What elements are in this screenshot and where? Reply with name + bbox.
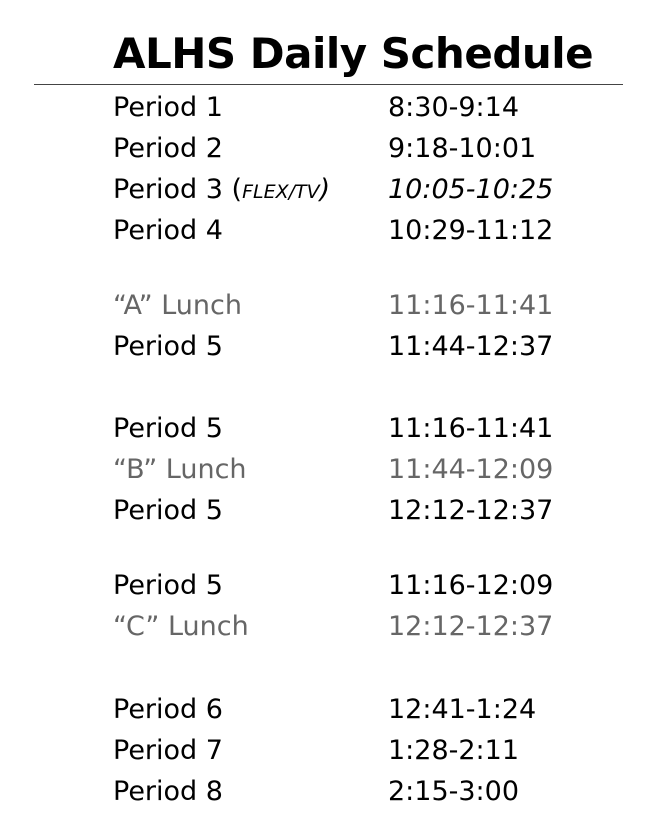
period-label-text: Period 3 ( — [113, 174, 243, 205]
period-label: Period 2 — [113, 133, 223, 164]
lunch-label: “C” Lunch — [113, 611, 249, 642]
period-label: Period 5 — [113, 331, 223, 362]
period-label: Period 4 — [113, 215, 223, 246]
period-label: Period 5 — [113, 570, 223, 601]
schedule-row-period-3 — [113, 169, 633, 210]
period-time: 12:41-1:24 — [388, 694, 537, 725]
period-time: 11:16-12:09 — [388, 570, 554, 601]
schedule-row-a-lunch — [113, 285, 633, 326]
lunch-time: 11:16-11:41 — [388, 290, 554, 321]
period-time: 10:29-11:12 — [388, 215, 554, 246]
schedule-row-period-4 — [113, 210, 633, 251]
flex-tv-note: FLEX/TV — [242, 181, 320, 203]
schedule-row-b-lunch — [113, 449, 633, 490]
period-label: Period 6 — [113, 694, 223, 725]
lunch-label: “A” Lunch — [113, 290, 242, 321]
period-time: 12:12-12:37 — [388, 495, 554, 526]
schedule-row-period-8 — [113, 771, 633, 812]
period-label: Period 1 — [113, 92, 223, 123]
period-time: 11:44-12:37 — [388, 331, 554, 362]
period-label: Period 8 — [113, 776, 223, 807]
schedule-row-period-5-b2 — [113, 490, 633, 531]
period-label: Period 5 — [113, 413, 223, 444]
period-time: 10:05-10:25 — [388, 174, 554, 205]
schedule-row-period-5-a — [113, 326, 633, 367]
period-time: 1:28-2:11 — [388, 735, 520, 766]
schedule-row-period-5-b1 — [113, 408, 633, 449]
period-label: Period 7 — [113, 735, 223, 766]
lunch-label: “B” Lunch — [113, 454, 247, 485]
schedule-row-period-7 — [113, 730, 633, 771]
period-label — [113, 169, 330, 213]
period-time: 11:16-11:41 — [388, 413, 554, 444]
period-time: 2:15-3:00 — [388, 776, 520, 807]
lunch-time: 12:12-12:37 — [388, 611, 554, 642]
schedule-row-c-lunch — [113, 606, 633, 647]
schedule-row-period-2 — [113, 128, 633, 169]
period-label-close: ) — [319, 174, 331, 205]
title-divider — [34, 84, 623, 85]
schedule-row-period-5-c — [113, 565, 633, 606]
page-title: ALHS Daily Schedule — [113, 29, 594, 78]
period-time: 8:30-9:14 — [388, 92, 520, 123]
period-label: Period 5 — [113, 495, 223, 526]
period-time: 9:18-10:01 — [388, 133, 537, 164]
schedule-row-period-1 — [113, 87, 633, 128]
schedule-row-period-6 — [113, 689, 633, 730]
lunch-time: 11:44-12:09 — [388, 454, 554, 485]
